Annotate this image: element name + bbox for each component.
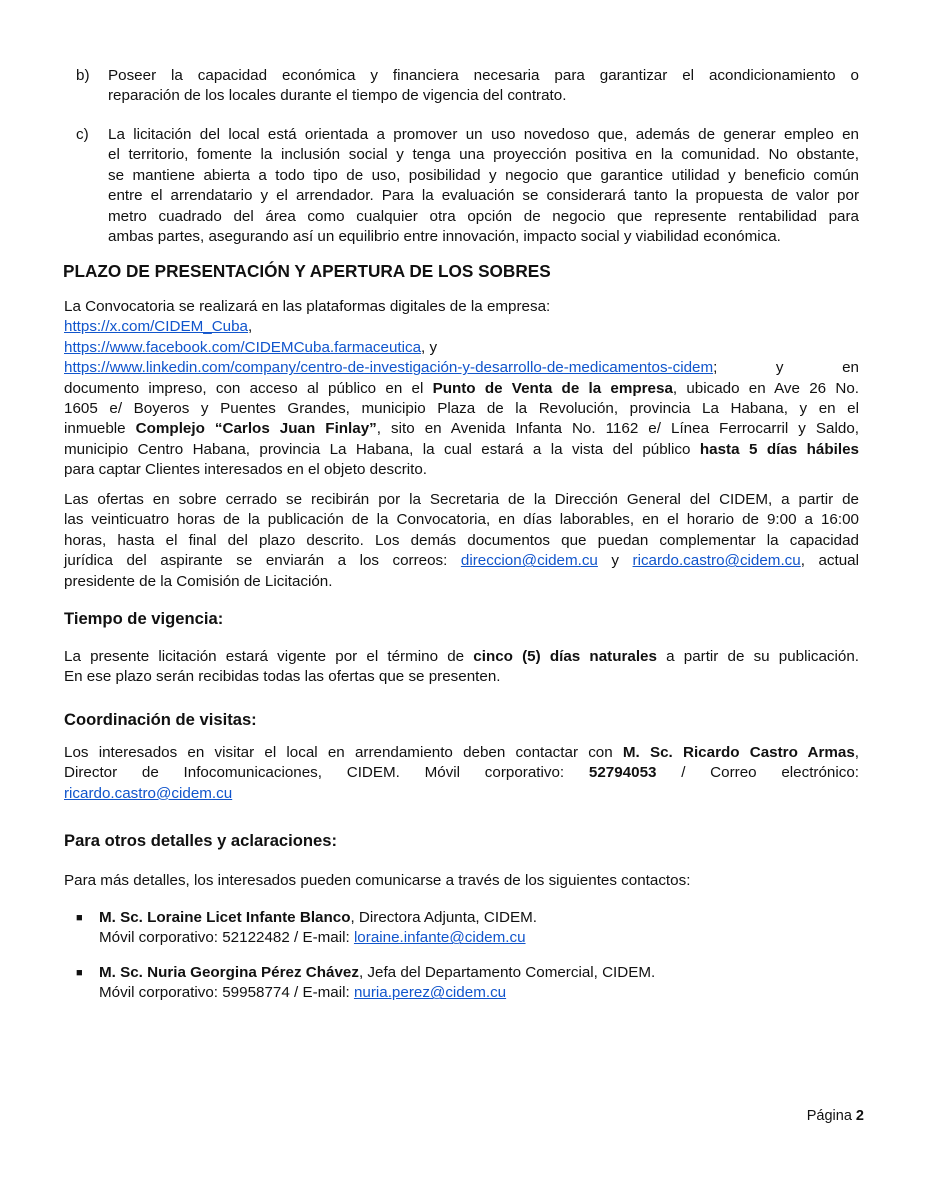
- text-run: inmueble: [64, 420, 136, 438]
- item-c-line: ambas partes, asegurando así un equilibrio entre innovación, impacto social y viabilidad económica.: [108, 228, 781, 246]
- contact-line: [99, 963, 859, 983]
- text-run: jurídica del aspirante se enviarán a los correos:: [64, 552, 461, 570]
- contact-line: [99, 983, 859, 1003]
- contact-item: [99, 908, 859, 949]
- text-run: , sito en Avenida Infanta No. 1162 e/ Línea Ferrocarril y Saldo,: [376, 420, 859, 438]
- plazo-line-facebook: [64, 338, 859, 358]
- page-label: Página: [806, 1108, 856, 1124]
- plazo-line-linkedin: [64, 358, 859, 378]
- contact-phone: Móvil corporativo: 52122482 / E-mail:: [99, 929, 354, 947]
- item-b-line: Poseer la capacidad económica y financiera necesaria para garantizar el acondicionamiento o: [108, 67, 859, 84]
- contact-ricardo: M. Sc. Ricardo Castro Armas: [622, 744, 855, 761]
- item-b-line: reparación de los locales durante el tiempo de vigencia del contrato.: [108, 87, 567, 105]
- page-footer: [807, 1108, 864, 1124]
- word-y: y: [775, 359, 784, 377]
- plazo-line: [64, 419, 859, 439]
- bullet-icon: ■: [76, 912, 83, 924]
- plazo-line: [64, 379, 859, 399]
- contact-name: M. Sc. Nuria Georgina Pérez Chávez: [99, 964, 359, 981]
- plazo-paragraph: [64, 297, 859, 481]
- detalles-intro-line: Para más detalles, los interesados pueden comunicarse a través de los siguientes contactos:: [64, 872, 691, 889]
- contact-line: [99, 908, 859, 928]
- text-run: / Correo electrónico:: [656, 764, 859, 782]
- bullet-icon: ■: [76, 967, 83, 979]
- page-number: 2: [855, 1108, 864, 1124]
- link-x-cidem[interactable]: https://x.com/CIDEM_Cuba: [64, 318, 249, 336]
- plazo-dias: hasta 5 días hábiles: [699, 440, 859, 458]
- email-direccion-link[interactable]: direccion@cidem.cu: [460, 552, 598, 570]
- visitas-heading: Coordinación de visitas:: [64, 710, 257, 729]
- word-en: en: [842, 359, 859, 377]
- ofertas-line: las veinticuatro horas de la publicación de la Convocatoria, en días laborables, en el horario de 9:00 a 16:00: [64, 511, 859, 529]
- item-c-line: La licitación del local está orientada a promover un uso novedoso que, además de generar empleo en: [108, 126, 859, 143]
- link-linkedin-cidem[interactable]: https://www.linkedin.com/company/centro-de-investigación-y-desarrollo-de-medicamentos-cidem: [64, 359, 714, 377]
- linkedin-group: [64, 358, 717, 378]
- item-b-text: [108, 66, 859, 107]
- vigencia-line: [64, 647, 859, 667]
- phone-ricardo: 52794053: [588, 764, 657, 782]
- visitas-line: [64, 784, 859, 804]
- text-run: Los interesados en visitar el local en arrendamiento deben contactar con: [64, 744, 623, 761]
- text-run: , ubicado en Ave 26 No.: [672, 379, 859, 397]
- vigencia-paragraph: [64, 647, 859, 688]
- ofertas-line: Las ofertas en sobre cerrado se recibirán por la Secretaria de la Dirección General del CIDEM, a partir de: [64, 491, 859, 508]
- text-run: ,: [854, 744, 859, 761]
- email-loraine-link[interactable]: loraine.infante@cidem.cu: [353, 929, 526, 947]
- ofertas-line: presidente de la Comisión de Licitación.: [64, 572, 333, 590]
- item-c-line: se mantiene abierta a todo tipo de uso, posibilidad y negocio que garantice utilidad y beneficio común: [108, 166, 859, 184]
- contact-role: , Jefa del Departamento Comercial, CIDEM.: [358, 964, 656, 981]
- vigencia-term: cinco (5) días naturales: [473, 648, 657, 665]
- text-run: y: [597, 552, 633, 570]
- plazo-line-x: [64, 317, 859, 337]
- plazo-intro: La Convocatoria se realizará en las plataformas digitales de la empresa:: [64, 298, 551, 315]
- detalles-intro: [64, 871, 859, 891]
- plazo-heading: PLAZO DE PRESENTACIÓN Y APERTURA DE LOS SOBRES: [63, 261, 551, 281]
- link-suffix: , y: [421, 338, 438, 356]
- list-marker-b: b): [76, 67, 90, 84]
- punto-de-venta: Punto de Venta de la empresa: [432, 379, 673, 397]
- text-run: La presente licitación estará vigente por el término de: [64, 648, 474, 665]
- visitas-paragraph: [64, 743, 859, 804]
- item-c-text: [108, 125, 859, 247]
- plazo-line: 1605 e/ Boyeros y Puentes Grandes, municipio Plaza de la Revolución, provincia La Habana, y en el: [64, 400, 859, 418]
- contact-role: , Directora Adjunta, CIDEM.: [350, 909, 538, 926]
- complejo-finlay: Complejo “Carlos Juan Finlay”: [135, 420, 377, 438]
- visitas-line: [64, 743, 859, 763]
- text-run: a partir de su publicación.: [656, 648, 859, 665]
- ofertas-line: horas, hasta el final del plazo descrito. Los demás documentos que puedan complementar la capacidad: [64, 531, 859, 549]
- plazo-line: para captar Clientes interesados en el objeto descrito.: [64, 461, 428, 479]
- item-c-line: el territorio, fomente la inclusión social y tenga una proyección positiva en la comunidad. No obstante,: [108, 146, 859, 164]
- item-c-line: entre el arrendatario y el arrendador. Para la evaluación se considerará tanto la propuesta de valor por: [108, 187, 859, 205]
- link-suffix: ,: [248, 318, 253, 336]
- contact-item: [99, 963, 859, 1004]
- vigencia-line: En ese plazo serán recibidas todas las ofertas que se presenten.: [64, 668, 501, 686]
- text-run: municipio Centro Habana, provincia La Habana, la cual estará a la vista del público: [64, 440, 700, 458]
- email-nuria-link[interactable]: nuria.perez@cidem.cu: [353, 984, 507, 1002]
- contact-name: M. Sc. Loraine Licet Infante Blanco: [99, 909, 351, 926]
- text-run: Director de Infocomunicaciones, CIDEM. Móvil corporativo:: [64, 764, 589, 782]
- detalles-heading: Para otros detalles y aclaraciones:: [64, 831, 338, 850]
- item-c-line: metro cuadrado del área como cualquier otra opción de negocio que represente rentabilidad para: [108, 207, 859, 225]
- text-run: , actual: [800, 552, 860, 570]
- link-suffix: ;: [713, 359, 718, 377]
- vigencia-heading: Tiempo de vigencia:: [64, 609, 224, 628]
- plazo-line: [64, 440, 859, 460]
- visitas-line: [64, 763, 859, 783]
- contact-line: [99, 928, 859, 948]
- text-run: documento impreso, con acceso al público en el: [64, 379, 433, 397]
- email-ricardo-link[interactable]: ricardo.castro@cidem.cu: [632, 552, 801, 570]
- ofertas-line: [64, 551, 859, 571]
- email-ricardo-link[interactable]: ricardo.castro@cidem.cu: [64, 784, 233, 802]
- contact-phone: Móvil corporativo: 59958774 / E-mail:: [99, 984, 354, 1002]
- link-facebook-cidem[interactable]: https://www.facebook.com/CIDEMCuba.farmaceutica: [64, 338, 422, 356]
- ofertas-paragraph: [64, 490, 859, 592]
- list-marker-c: c): [76, 126, 89, 143]
